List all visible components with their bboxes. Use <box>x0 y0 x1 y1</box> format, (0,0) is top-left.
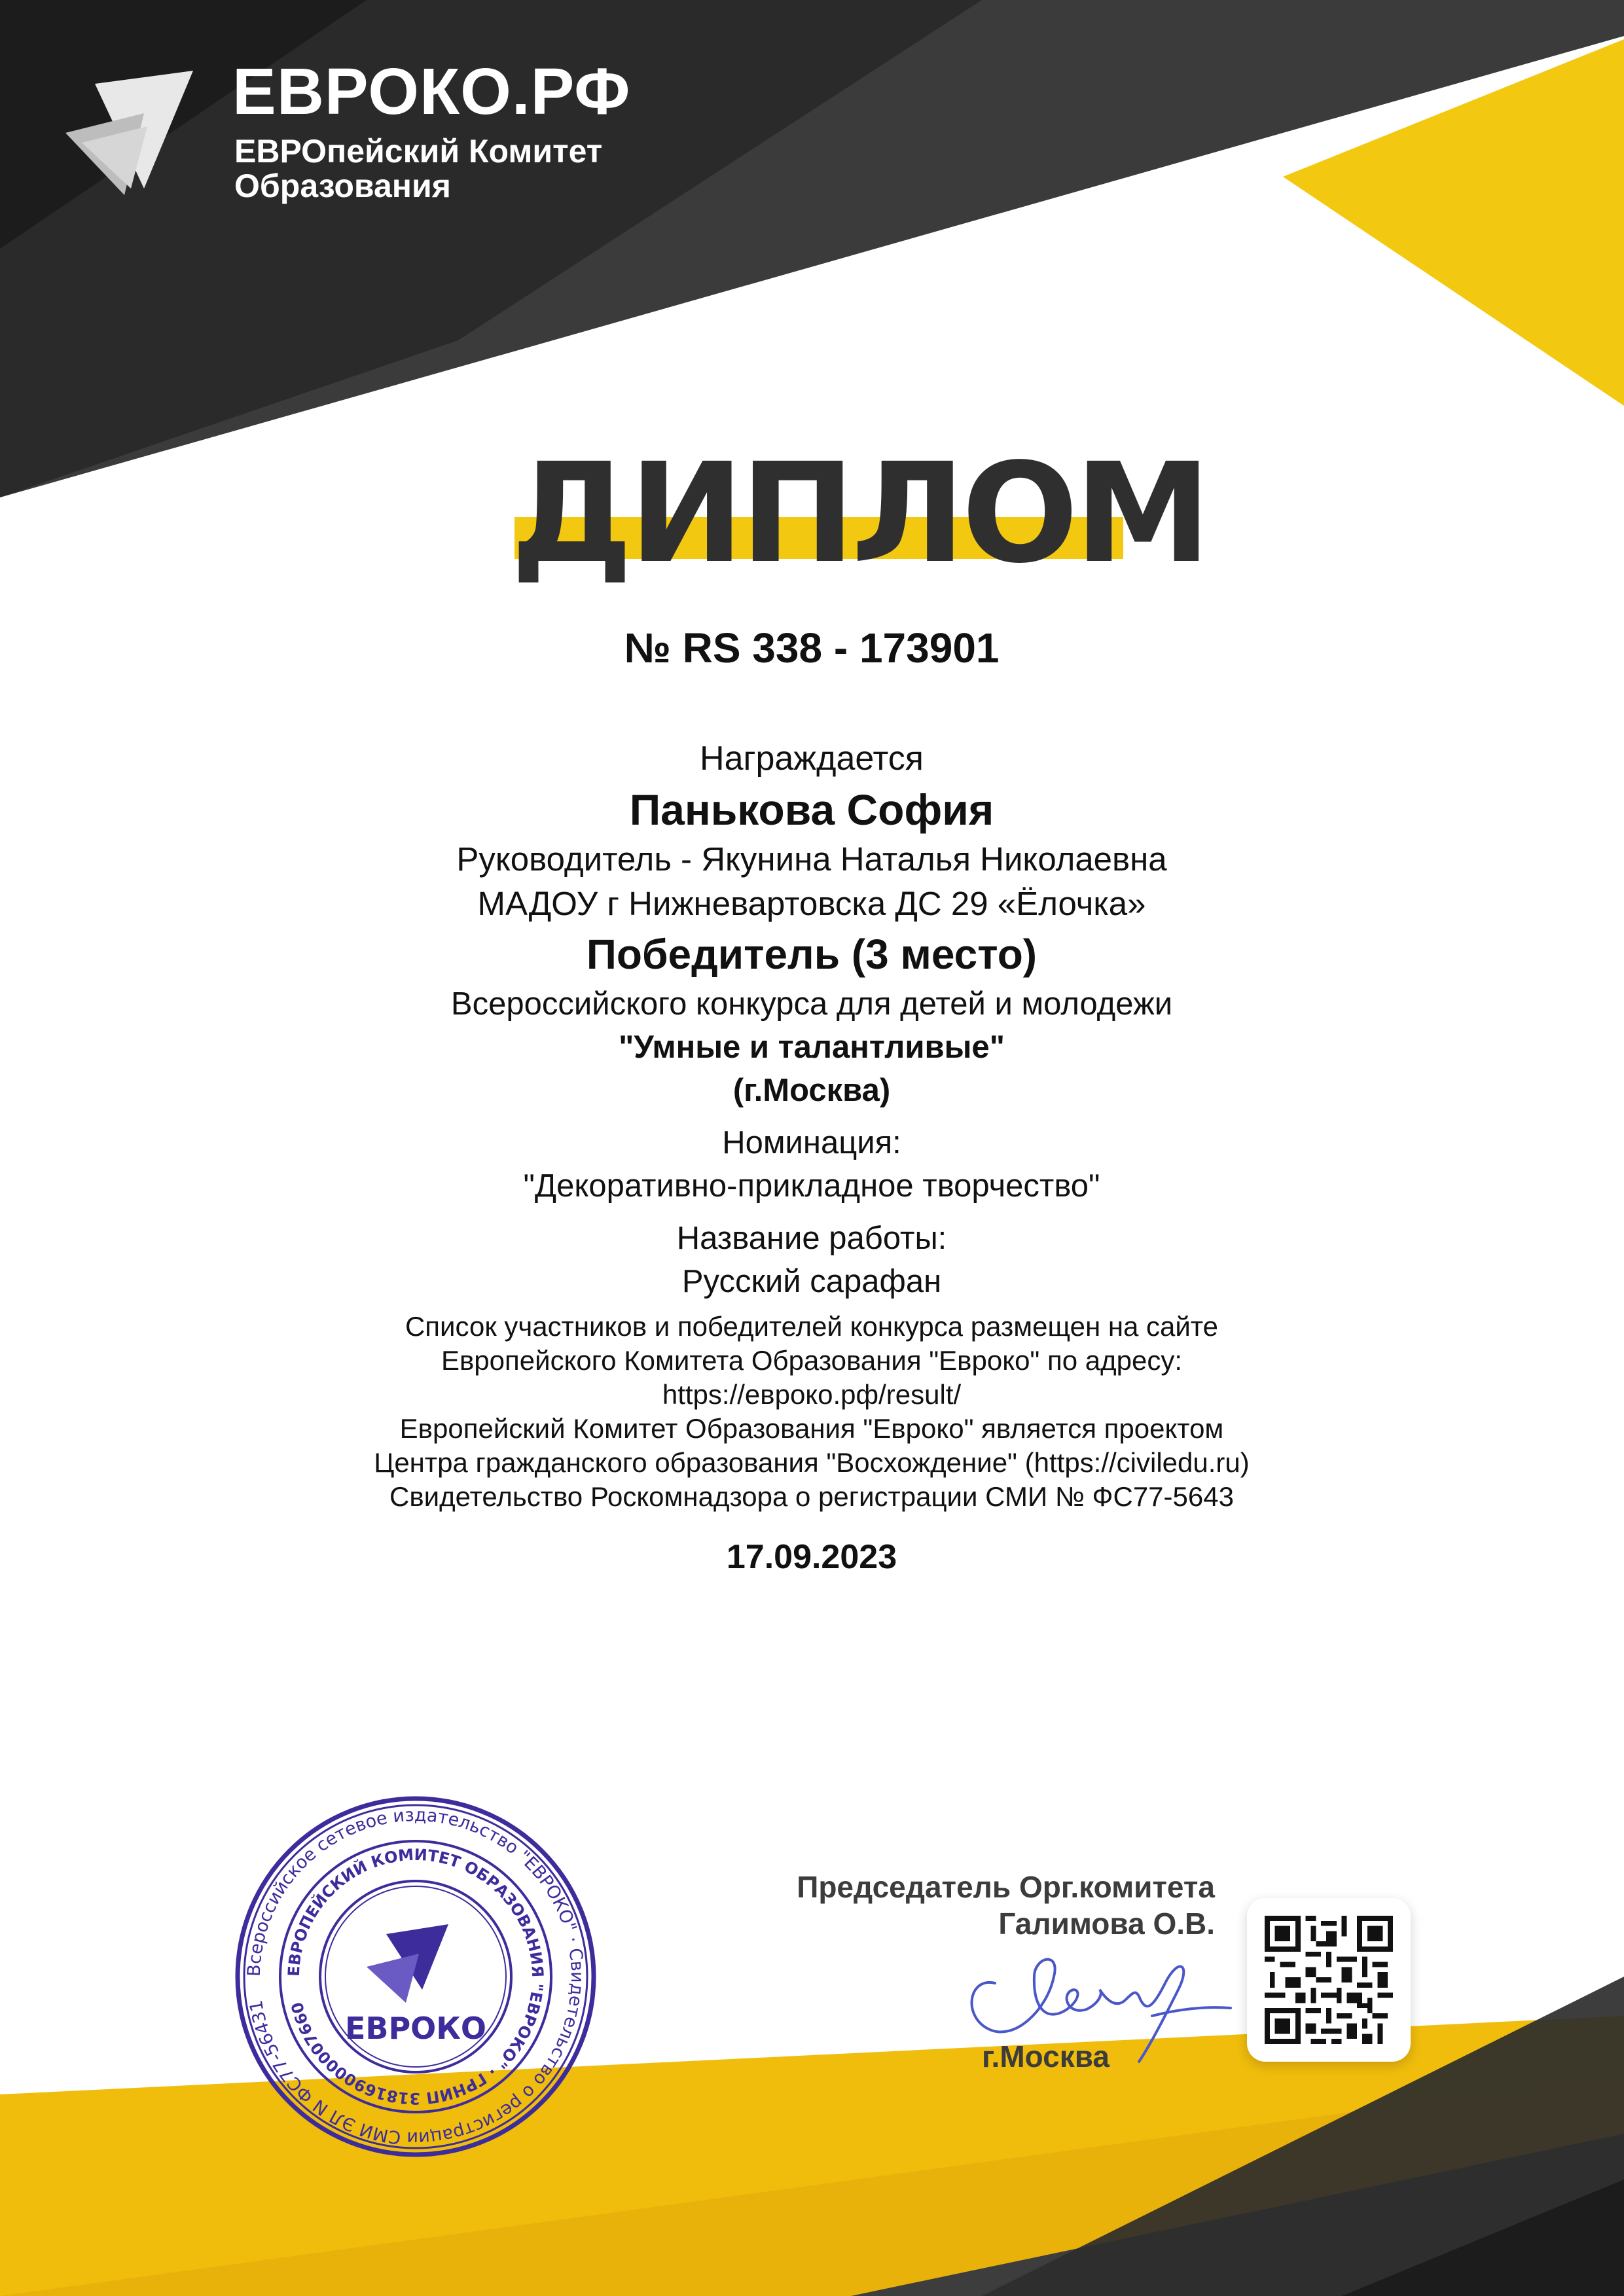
info-line: https://евроко.рф/result/ <box>662 1379 962 1410</box>
qr-code-icon <box>1265 1916 1393 2044</box>
contest-city: (г.Москва) <box>732 1073 891 1108</box>
info-line: Центра гражданского образования "Восхождение" (https://civiledu.ru) <box>374 1447 1250 1478</box>
diploma-heading <box>511 433 1208 594</box>
issue-date: 17.09.2023 <box>726 1538 897 1576</box>
signature-role: Председатель Орг.комитета <box>797 1870 1215 1904</box>
info-line: Европейский Комитет Образования "Евроко" является проектом <box>399 1413 1224 1444</box>
brand-logo <box>65 52 681 209</box>
supervisor: Руководитель - Якунина Наталья Николаевна <box>456 840 1167 878</box>
signature-block <box>797 1869 1215 1942</box>
seal-logo-icon <box>367 1924 448 2003</box>
nomination-label: Номинация: <box>722 1125 901 1160</box>
work-title-label: Название работы: <box>676 1221 947 1256</box>
nomination-value: "Декоративно-прикладное творчество" <box>523 1168 1100 1204</box>
contest-description: Всероссийского конкурса для детей и молодежи <box>450 986 1173 1022</box>
svg-text:Всероссийское сетевое издатель: Всероссийское сетевое издательство "ЕВРОКО" · Свидетельство о регистрации СМИ ЭЛ N ФС77-56431 <box>244 1804 588 2149</box>
seal-center-text: ЕВРОКО <box>344 2011 487 2046</box>
brand-subtitle <box>234 134 602 203</box>
signature-name: Галимова О.В. <box>998 1907 1215 1941</box>
contest-name: "Умные и талантливые" <box>619 1030 1005 1065</box>
awarded-label: Награждается <box>700 740 924 778</box>
info-line: Свидетельство Роскомнадзора о регистрации СМИ № ФС77-5643 <box>389 1481 1234 1512</box>
brand-logo-icon <box>65 71 196 202</box>
recipient-name: Панькова София <box>629 785 994 834</box>
info-line: Список участников и победителей конкурса размещен на сайте <box>405 1311 1219 1342</box>
brand-title: ЕВРОКО.РФ <box>232 55 631 128</box>
diploma-body <box>255 619 1368 1581</box>
organization: МАДОУ г Нижневартовска ДС 29 «Ёлочка» <box>477 885 1146 922</box>
qr-code-card[interactable] <box>1247 1898 1411 2062</box>
diploma-number: № RS 338 - 173901 <box>624 624 1000 672</box>
award-place: Победитель (3 место) <box>586 931 1038 978</box>
brand-subtitle-line-2: Образования <box>234 167 451 204</box>
organization-seal <box>232 1793 599 2160</box>
diploma-title: ДИПЛОМ <box>511 433 1208 594</box>
signature-city: г.Москва <box>982 2039 1110 2073</box>
info-line: Европейского Комитета Образования "Евроко" по адресу: <box>441 1345 1183 1376</box>
svg-text:ЕВРОПЕЙСКИЙ КОМИТЕТ ОБРАЗОВАНИ: ЕВРОПЕЙСКИЙ КОМИТЕТ ОБРАЗОВАНИЯ "ЕВРОКО" · ГРНИП 318169000007660 <box>284 1845 547 2108</box>
brand-subtitle-line-1: ЕВРОпейский Комитет <box>234 133 603 170</box>
work-title-value: Русский сарафан <box>681 1264 942 1299</box>
